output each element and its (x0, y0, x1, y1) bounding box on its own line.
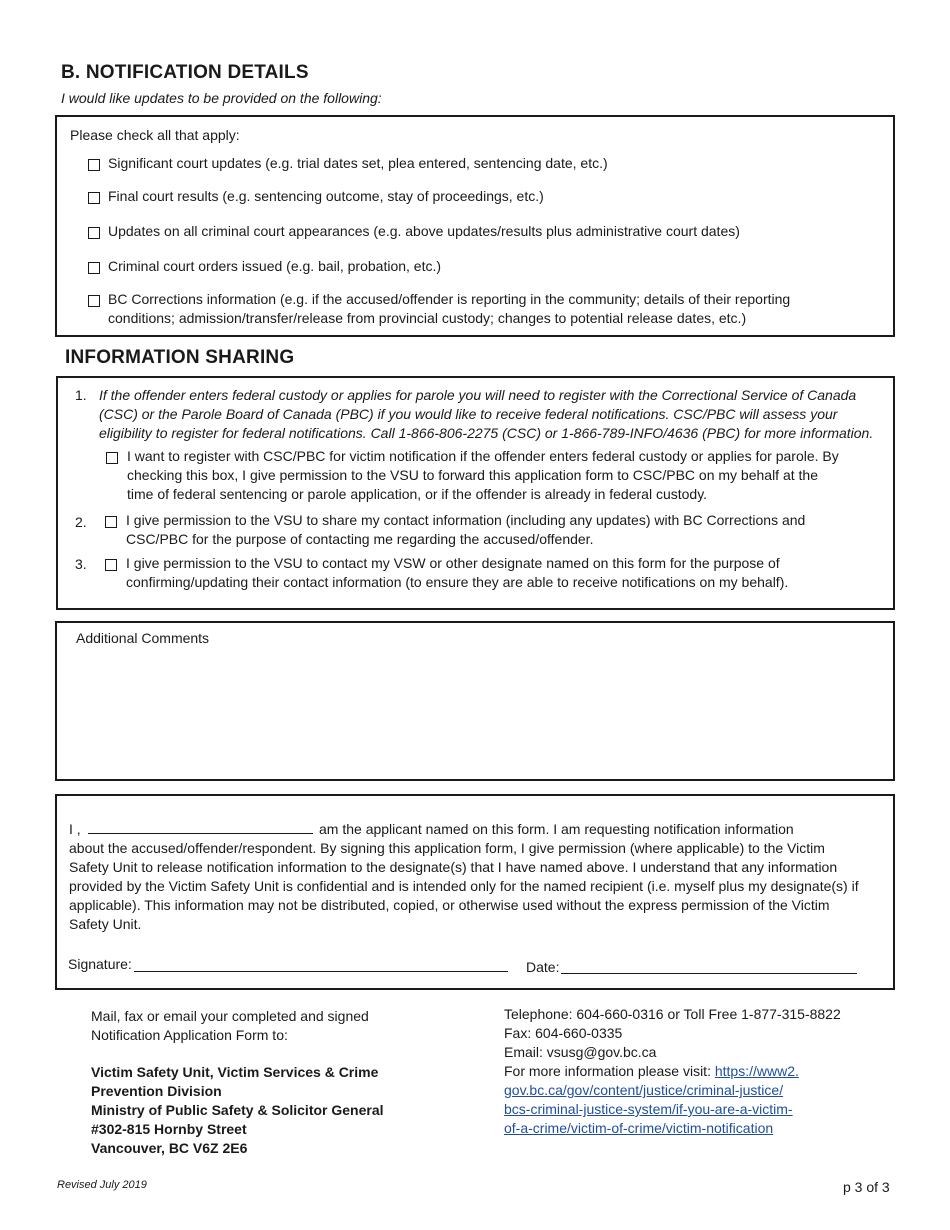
additional-comments-box[interactable] (55, 621, 895, 781)
check-all-instruction: Please check all that apply: (70, 127, 240, 143)
option-checkbox-significant-court-updates[interactable] (88, 159, 100, 171)
address-line: #302-815 Hornby Street (91, 1121, 247, 1137)
website-link[interactable]: bcs-criminal-justice-system/if-you-are-a-victim- (504, 1101, 793, 1117)
address-line: Ministry of Public Safety & Solicitor General (91, 1102, 384, 1118)
applicant-name-field[interactable] (88, 817, 313, 834)
additional-comments-label: Additional Comments (76, 630, 210, 646)
more-info-label: For more information please visit: (504, 1063, 715, 1079)
section-b-title: B. NOTIFICATION DETAILS (61, 62, 309, 83)
more-info-line (504, 1062, 799, 1081)
item-number: 2. (75, 514, 87, 530)
option-label: Criminal court orders issued (e.g. bail, probation, etc.) (108, 258, 442, 274)
fax: Fax: 604-660-0335 (504, 1025, 623, 1041)
website-link[interactable]: https://www2. (714, 1063, 799, 1079)
option-checkbox-all-court-appearances[interactable] (88, 227, 100, 239)
signature-field[interactable] (134, 954, 508, 972)
option-label: Final court results (e.g. sentencing outcome, stay of proceedings, etc.) (108, 188, 544, 204)
date-field[interactable] (561, 956, 857, 974)
email: Email: vsusg@gov.bc.ca (504, 1044, 657, 1060)
option-checkbox-final-court-results[interactable] (88, 192, 100, 204)
telephone: Telephone: 604-660-0316 or Toll Free 1-877-315-8822 (504, 1006, 841, 1022)
website-link[interactable]: of-a-crime/victim-of-crime/victim-notification (504, 1120, 774, 1136)
date-label: Date: (526, 959, 560, 975)
option-checkbox-court-orders[interactable] (88, 262, 100, 274)
option-checkbox-bc-corrections[interactable] (88, 295, 100, 307)
csc-pbc-register-label: I want to register with CSC/PBC for victim notification if the offender enters federal custody or applies for parole. By checking this box, I give permission to the VSU to forward this application form to CSC/PBC on my behalf at the time of federal sentencing or parole application, or if the offender is already in federal custody. (127, 448, 839, 502)
federal-notification-info: If the offender enters federal custody or applies for parole you will need to register with the Correctional Service of Canada (CSC) or the Parole Board of Canada (PBC) if you would like to receive federal notifications. CSC/PBC will assess your eligibility to register for federal notifications. Call 1-866-806-2275 (CSC) or 1-866-789-INFO/4636 (PBC) for more information. (99, 387, 874, 441)
declaration-line1: am the applicant named on this form. I am requesting notification information (319, 821, 794, 837)
declaration-body: about the accused/offender/respondent. By signing this application form, I give permission (where applicable) to the Victim Safety Unit to release notification information to the designate(s) that I have named above. I understand that any information provided by the Victim Safety Unit is confidential and is intended only for the named recipient (i.e. myself plus my designate(s) if applicable). This information may not be distributed, copied, or otherwise used without the express permission of the Victim Safety Unit. (69, 840, 859, 932)
option-label: Significant court updates (e.g. trial dates set, plea entered, sentencing date, etc.) (108, 155, 608, 171)
section-b-subtitle: I would like updates to be provided on the following: (61, 90, 382, 106)
contact-designate-label: I give permission to the VSU to contact my VSW or other designate named on this form for the purpose of confirming/updating their contact information (to ensure they are able to receive notifications on my behalf). (126, 555, 789, 590)
share-contact-checkbox[interactable] (105, 516, 117, 528)
website-link[interactable]: gov.bc.ca/gov/content/justice/criminal-justice/ (504, 1082, 784, 1098)
address-line: Vancouver, BC V6Z 2E6 (91, 1140, 248, 1156)
page-number: p 3 of 3 (843, 1179, 890, 1195)
contact-designate-checkbox[interactable] (105, 559, 117, 571)
address-line: Victim Safety Unit, Victim Services & Crime (91, 1064, 379, 1080)
share-contact-label: I give permission to the VSU to share my contact information (including any updates) with BC Corrections and CSC/PBC for the purpose of contacting me regarding the accused/offender. (126, 512, 806, 547)
signature-label: Signature: (68, 956, 132, 972)
mail-instructions-line2: Notification Application Form to: (91, 1027, 288, 1043)
information-sharing-box (56, 376, 895, 610)
declaration-prefix: I , (69, 821, 81, 837)
address-line: Prevention Division (91, 1083, 222, 1099)
revised-date: Revised July 2019 (57, 1179, 147, 1191)
notification-options-box (55, 115, 895, 337)
csc-pbc-register-checkbox[interactable] (106, 452, 118, 464)
option-label: Updates on all criminal court appearances (e.g. above updates/results plus administrative court dates) (108, 223, 740, 239)
mail-instructions-line1: Mail, fax or email your completed and signed (91, 1008, 369, 1024)
option-label: BC Corrections information (e.g. if the accused/offender is reporting in the community; details of their reporting conditions; admission/transfer/release from provincial custody; changes to potential release dates, etc.) (108, 291, 791, 326)
item-number: 1. (75, 387, 87, 403)
declaration-box (55, 794, 895, 990)
information-sharing-title: INFORMATION SHARING (65, 347, 295, 368)
item-number: 3. (75, 556, 87, 572)
